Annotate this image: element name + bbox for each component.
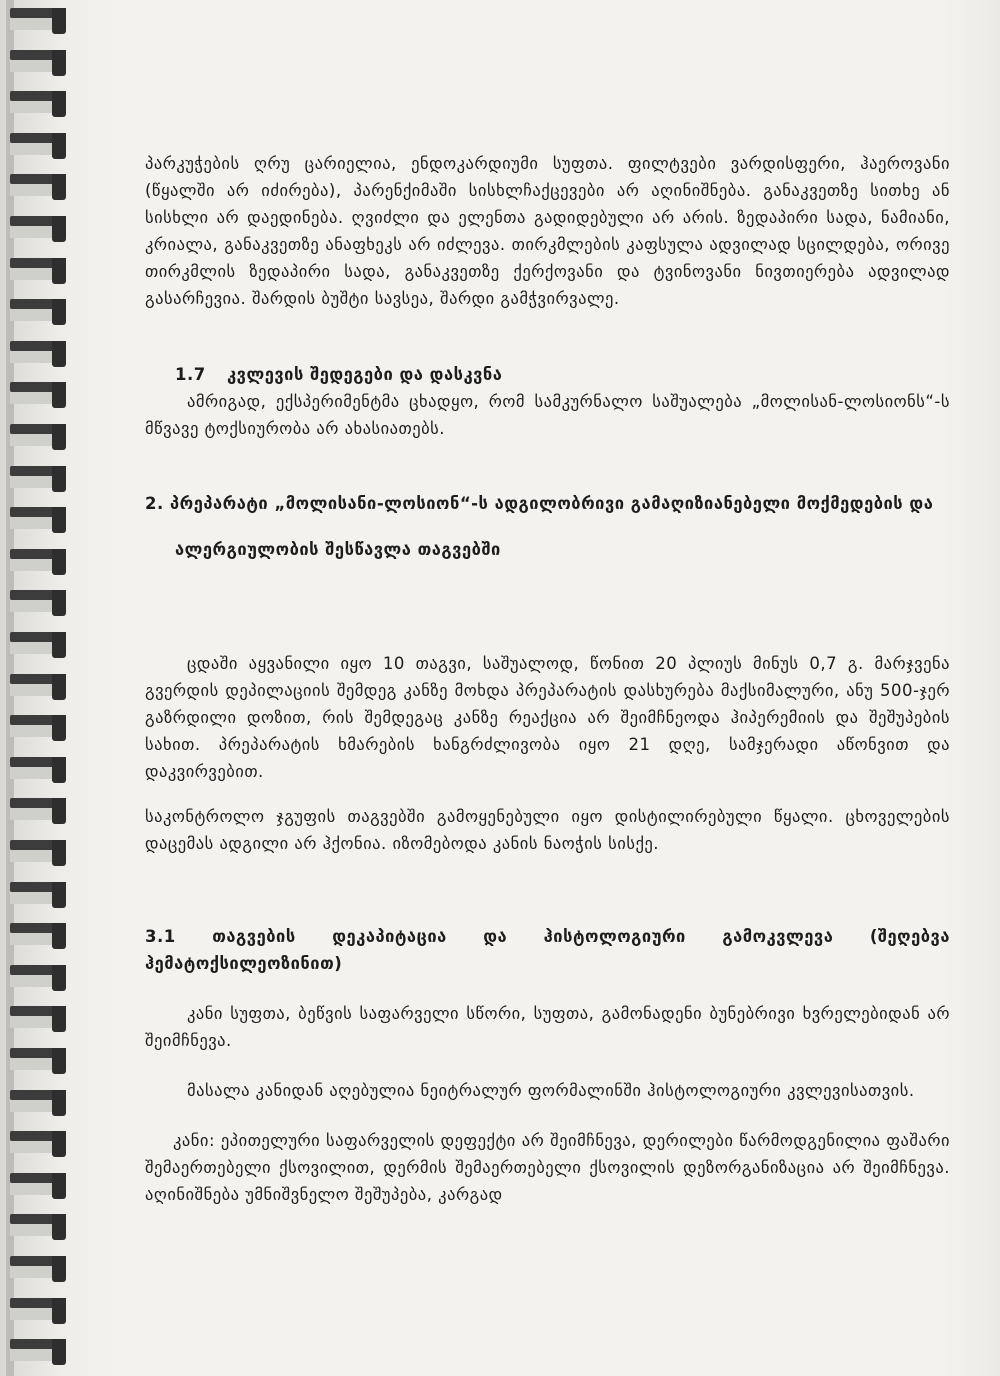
binding-ring — [10, 1169, 68, 1195]
binding-ring — [10, 420, 68, 446]
binding-ring — [10, 1210, 68, 1236]
binding-ring — [10, 337, 68, 363]
paragraph-skin-clean: კანი სუფთა, ბეწვის საფარველი სწორი, სუფთა, გამონადენი ბუნებრივი ხვრელებიდან არ შეიმჩნევა. — [145, 1004, 950, 1050]
binding-ring — [10, 545, 68, 571]
binding-ring — [10, 1335, 68, 1361]
binding-ring — [10, 1086, 68, 1112]
binding-ring — [10, 670, 68, 696]
binding-ring — [10, 295, 68, 321]
section-heading-2: 2. პრეპარატი „მოლისანი-ლოსიონ“-ს ადგილობრივი გამაღიზიანებელი მოქმედების და — [145, 494, 934, 513]
binding-ring — [10, 462, 68, 488]
binding-ring — [10, 212, 68, 238]
page-content — [145, 150, 950, 1208]
binding-ring — [10, 711, 68, 737]
spiral-binding — [0, 0, 80, 1376]
binding-ring — [10, 1294, 68, 1320]
paragraph-experiment: ცდაში აყვანილი იყო 10 თაგვი, საშუალოდ, წონით 20 პლიუს მინუს 0,7 გ. მარჯვენა გვერდის დეპილაციის შემდეგ კანზე მოხდა პრეპარატის დასხურება მაქსიმალური, ანუ 500-ჯერ გაზრდილი დოზით, რის შემდეგაც კანზე რეაქცია არ შეიმჩნეოდა ჰიპერემიის და შეშუპების სახით. პრეპარატის ხმარების ხანგრძლივობა იყო 21 დღე, სამჯერადი აწონვით და დაკვირვებით. — [145, 654, 950, 781]
paragraph-material: მასალა კანიდან აღებულია ნეიტრალურ ფორმალინში ჰისტოლოგიური კვლევისათვის. — [187, 1081, 915, 1100]
binding-ring — [10, 378, 68, 404]
section-heading-3-1: 3.1 თაგვების დეკაპიტაცია და ჰისტოლოგიური გამოკვლევა (შეღებვა ჰემატოქსილეოზინით) — [145, 927, 950, 973]
section-heading-2-cont: ალერგიულობის შესწავლა თაგვებში — [175, 540, 501, 559]
binding-ring — [10, 1044, 68, 1070]
paragraph-conclusion: ამრიგად, ექსპერიმენტმა ცხადყო, რომ სამკურნალო საშუალება „მოლისან-ლოსიონს“-ს მწვავე ტოქსიურობა არ ახასიათებს. — [145, 392, 950, 438]
binding-ring — [10, 919, 68, 945]
paragraph-kidneys: პარკუჭების ღრუ ცარიელია, ენდოკარდიუმი სუფთა. ფილტვები ვარდისფერი, ჰაეროვანი (წყალში არ იძირება), პარენქიმაში სისხლჩაქცევები არ აღინიშნება. განაკვეთზე სითხე ან სისხლი არ დაედინება. ღვიძლი და ელენთა გადიდებული არ არის. ზედაპირი სადა, ნამიანი, კრიალა, განაკვეთზე ანაფხეკს არ იძლევა. თირკმლების კაფსულა ადვილად სცილდება, ორივე თირკმლის ზედაპირი სადა, განაკვეთზე ქერქოვანი და ტვინოვანი ნივთიერება ადვილად გასარჩევია. შარდის ბუშტი სავსეა, შარდი გამჭვირვალე. — [145, 154, 950, 308]
binding-ring — [10, 87, 68, 113]
section-heading-1-7 — [175, 361, 950, 388]
binding-ring — [10, 878, 68, 904]
binding-ring — [10, 1252, 68, 1278]
binding-ring — [10, 628, 68, 654]
section-number: 1.7 — [175, 365, 206, 384]
binding-ring — [10, 170, 68, 196]
binding-ring — [10, 1002, 68, 1028]
binding-ring — [10, 836, 68, 862]
section-title: კვლევის შედეგები და დასკვნა — [227, 365, 503, 384]
binding-ring — [10, 586, 68, 612]
binding-ring — [10, 503, 68, 529]
binding-ring — [10, 753, 68, 779]
binding-ring — [10, 129, 68, 155]
binding-ring — [10, 254, 68, 280]
paragraph-control-group: საკონტროლო ჯგუფის თაგვებში გამოყენებული იყო დისტილირებული წყალი. ცხოველების დაცემას ადგილი არ ჰქონია. იზომებოდა კანის ნაოჭის სისქე. — [145, 807, 950, 853]
binding-ring — [10, 46, 68, 72]
binding-ring — [10, 794, 68, 820]
binding-ring — [10, 1127, 68, 1153]
binding-ring — [10, 4, 68, 30]
paragraph-skin-histology: კანი: ეპითელური საფარველის დეფექტი არ შეიმჩნევა, დერილები წარმოდგენილია ფაშარი შემაერთებელი ქსოვილით, დერმის შემაერთებელი ქსოვილის დეზორგანიზაცია არ შეიმჩნევა. აღინიშნება უმნიშვნელო შეშუპება, კარგად — [145, 1131, 950, 1204]
binding-ring — [10, 961, 68, 987]
